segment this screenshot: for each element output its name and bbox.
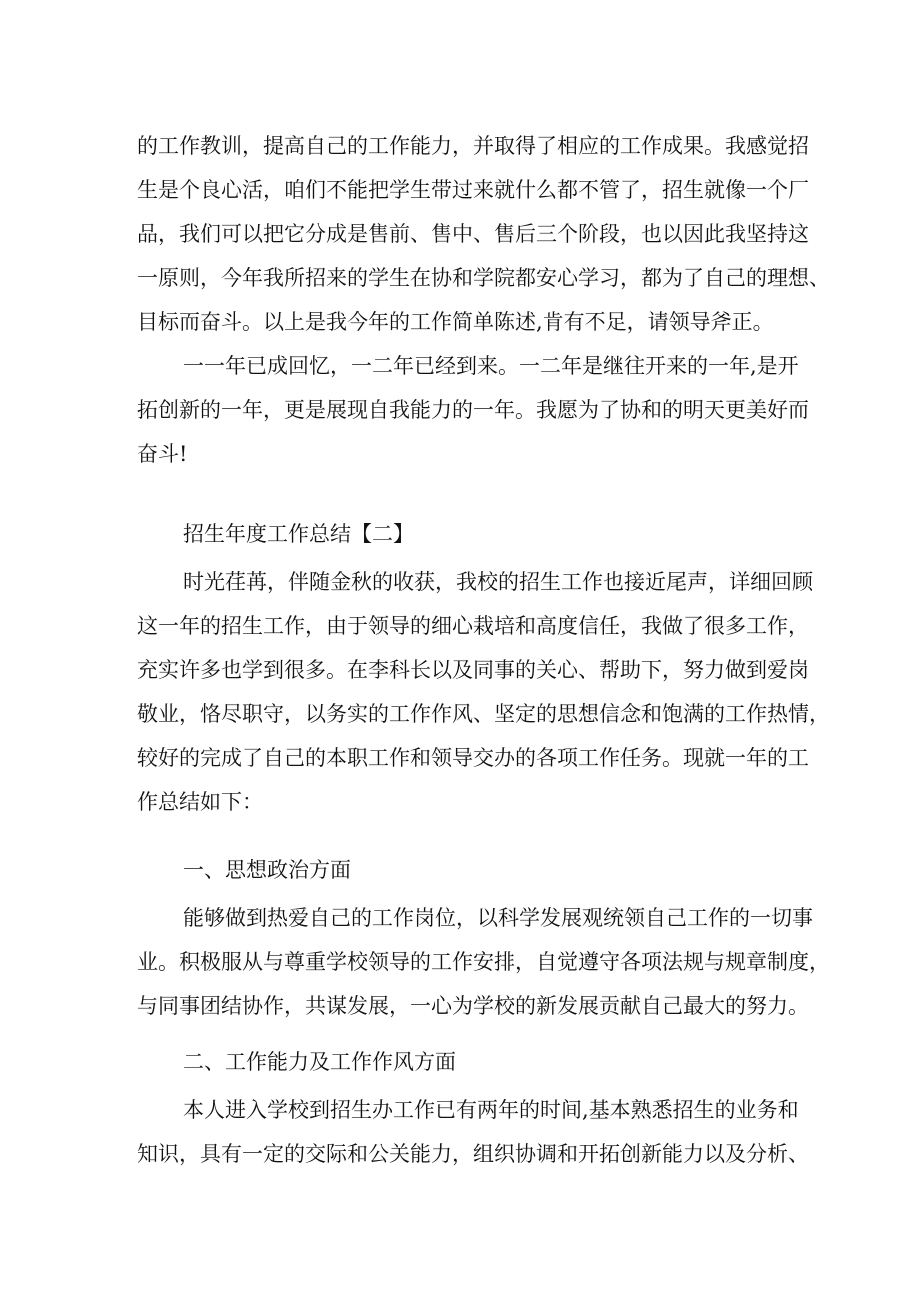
paragraph-1-line: 品，我们可以把它分成是售前、售中、售后三个阶段，也以因此我坚持这 — [137, 222, 809, 246]
heading-ideology-politics: 一、思想政治方面 — [183, 858, 351, 882]
paragraph-1-line: 目标而奋斗。以上是我今年的工作简单陈述,肯有不足，请领导斧正。 — [137, 310, 774, 334]
paragraph-3 — [137, 560, 830, 824]
paragraph-5-line: 知识，具有一定的交际和公关能力，组织协调和开拓创新能力以及分析、 — [137, 1142, 809, 1166]
paragraph-4-line: 与同事团结协作，共谋发展，一心为学校的新发展贡献自己最大的努力。 — [137, 994, 809, 1018]
paragraph-2-line: 一一年已成回忆，一二年已经到来。一二年是继往开来的一年,是开 — [183, 354, 799, 378]
paragraph-1-line: 生是个良心活，咱们不能把学生带过来就什么都不管了，招生就像一个厂 — [137, 178, 809, 202]
paragraph-3-line: 时光荏苒，伴随金秋的收获，我校的招生工作也接近尾声，详细回顾 — [183, 570, 813, 594]
section-title-block — [137, 512, 797, 556]
paragraph-3-line: 这一年的招生工作，由于领导的细心栽培和高度信任，我做了很多工作， — [137, 614, 809, 638]
paragraph-5 — [137, 1088, 809, 1176]
paragraph-4-line: 能够做到热爱自己的工作岗位，以科学发展观统领自己工作的一切事 — [183, 906, 813, 930]
paragraph-5-line: 本人进入学校到招生办工作已有两年的时间,基本熟悉招生的业务和 — [183, 1098, 799, 1122]
paragraph-2 — [137, 344, 809, 476]
section-title: 招生年度工作总结【二】 — [183, 522, 414, 546]
paragraph-4-line: 业。积极服从与尊重学校领导的工作安排，自觉遵守各项法规与规章制度， — [137, 950, 830, 974]
paragraph-3-line: 敬业，恪尽职守，以务实的工作作风、坚定的思想信念和饱满的工作热情， — [137, 702, 830, 726]
paragraph-3-line: 作总结如下： — [137, 790, 263, 814]
paragraph-1-line: 一原则，今年我所招来的学生在协和学院都安心学习，都为了自己的理想、 — [137, 266, 830, 290]
paragraph-1 — [137, 124, 830, 344]
paragraph-3-line: 充实许多也学到很多。在李科长以及同事的关心、帮助下，努力做到爱岗 — [137, 658, 809, 682]
heading-2-block — [137, 1040, 797, 1084]
paragraph-1-line: 的工作教训，提高自己的工作能力，并取得了相应的工作成果。我感觉招 — [137, 134, 809, 158]
paragraph-2-line: 奋斗! — [137, 442, 188, 466]
paragraph-4 — [137, 896, 830, 1028]
paragraph-2-line: 拓创新的一年，更是展现自我能力的一年。我愿为了协和的明天更美好而 — [137, 398, 809, 422]
heading-work-ability: 二、工作能力及工作作风方面 — [183, 1050, 456, 1074]
heading-1-block — [137, 848, 797, 892]
paragraph-3-line: 较好的完成了自己的本职工作和领导交办的各项工作任务。现就一年的工 — [137, 746, 809, 770]
